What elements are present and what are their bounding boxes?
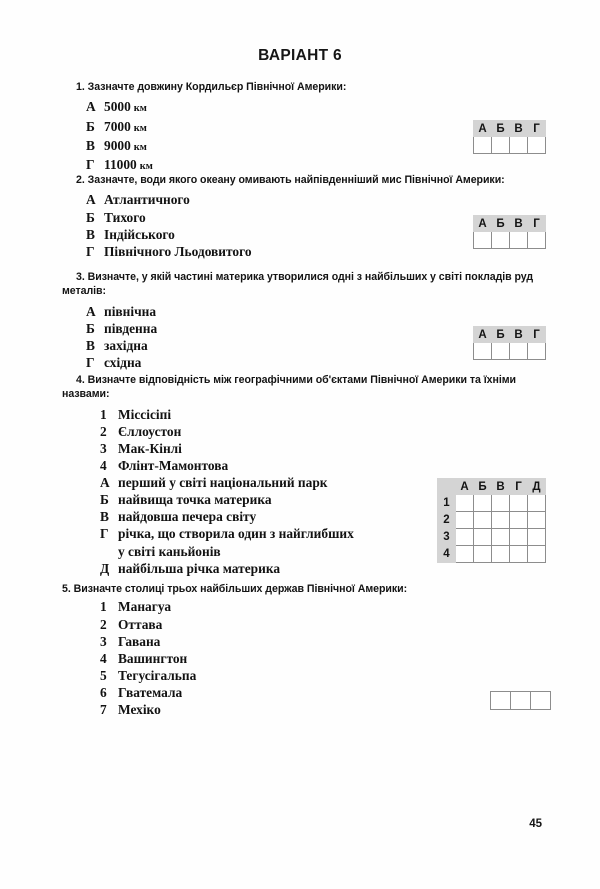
- option-marker: Б: [86, 118, 95, 134]
- numbered-item: [100, 701, 538, 718]
- matching-row-label: 4: [438, 546, 456, 563]
- option-item: [86, 137, 538, 156]
- option-item: [86, 209, 538, 226]
- question-1-number: 1.: [76, 81, 85, 93]
- matching-cell[interactable]: [456, 546, 474, 563]
- matching-header-cell: Д: [528, 479, 546, 495]
- option-item: [86, 303, 538, 320]
- question-4-number: 4.: [76, 374, 85, 386]
- question-2-options: [62, 191, 538, 259]
- question-5-number: 5.: [62, 583, 71, 595]
- matching-cell[interactable]: [474, 495, 492, 512]
- matching-row-label: 1: [438, 495, 456, 512]
- item-text: Манагуа: [118, 599, 172, 615]
- matching-cell[interactable]: [528, 495, 546, 512]
- option-marker: Б: [86, 209, 95, 225]
- answer-cell[interactable]: [531, 692, 551, 710]
- item-text: річка, що створила один з найглибших: [118, 526, 354, 542]
- item-text: найбільша річка материка: [118, 560, 281, 576]
- item-marker: В: [100, 509, 109, 525]
- option-item: [86, 118, 538, 137]
- option-item: [86, 98, 538, 117]
- matching-cell[interactable]: [492, 512, 510, 529]
- matching-cell[interactable]: [510, 495, 528, 512]
- option-marker: В: [86, 137, 95, 153]
- answer-header-cell: В: [510, 327, 528, 343]
- item-marker: 5: [100, 667, 107, 683]
- answer-header-cell: Б: [492, 216, 510, 232]
- item-text: Міссісіпі: [118, 406, 172, 422]
- matching-cell[interactable]: [474, 529, 492, 546]
- question-3-number: 3.: [76, 271, 85, 283]
- matching-header-cell: Г: [510, 479, 528, 495]
- answer-header-cell: В: [510, 216, 528, 232]
- option-text: 9000: [104, 137, 131, 153]
- option-item: [86, 354, 538, 371]
- answer-grid-question-4[interactable]: [437, 478, 546, 563]
- matching-cell[interactable]: [474, 512, 492, 529]
- option-text: Тихого: [104, 209, 146, 225]
- numbered-item: [100, 616, 538, 633]
- question-1-options: [62, 98, 538, 174]
- answer-header-cell: А: [474, 121, 492, 137]
- matching-grid-header-row: [438, 479, 546, 495]
- item-marker: 2: [100, 423, 107, 439]
- option-marker: А: [86, 192, 96, 208]
- matching-header-cell: В: [492, 479, 510, 495]
- matching-header-cell: А: [456, 479, 474, 495]
- item-marker: Д: [100, 560, 110, 576]
- numbered-item: [100, 633, 538, 650]
- option-marker: А: [86, 303, 96, 319]
- question-5-numbered-items: [62, 598, 538, 718]
- answer-grid-question-5[interactable]: [490, 691, 551, 710]
- answer-grid-question-2[interactable]: [473, 215, 546, 249]
- option-item: [86, 156, 538, 175]
- numbered-item: [100, 667, 538, 684]
- matching-header-cell: Б: [474, 479, 492, 495]
- item-marker: 4: [100, 650, 107, 666]
- matching-cell[interactable]: [528, 529, 546, 546]
- matching-grid-row: [438, 512, 546, 529]
- option-item: [86, 243, 538, 260]
- answer-cell[interactable]: [510, 232, 528, 249]
- matching-cell[interactable]: [456, 495, 474, 512]
- item-text: Вашингтон: [118, 650, 188, 666]
- question-5-text: Визначте столиці трьох найбільших держав Північної Америки:: [73, 583, 408, 595]
- numbered-item: [100, 684, 538, 701]
- matching-cell[interactable]: [510, 512, 528, 529]
- option-marker: Б: [86, 320, 95, 336]
- option-item: [86, 337, 538, 354]
- matching-row-label: 3: [438, 529, 456, 546]
- answer-grid-header-row: [474, 327, 546, 343]
- option-text: східна: [104, 355, 142, 371]
- answer-cell[interactable]: [528, 137, 546, 154]
- matching-grid-row: [438, 546, 546, 563]
- item-text-continuation: у світі каньйонів: [118, 543, 221, 559]
- answer-cell[interactable]: [511, 692, 531, 710]
- option-marker: В: [86, 338, 95, 353]
- answer-grid-input-row: [474, 343, 546, 360]
- matching-grid-corner: [438, 479, 456, 495]
- answer-cell[interactable]: [491, 692, 511, 710]
- item-text: найдовша печера світу: [118, 509, 257, 525]
- answer-cell[interactable]: [510, 137, 528, 154]
- numbered-item: [100, 650, 538, 667]
- item-text: найвища точка материка: [118, 492, 272, 508]
- matching-cell[interactable]: [456, 529, 474, 546]
- option-unit: км: [133, 103, 147, 115]
- page-title: ВАРІАНТ 6: [258, 47, 342, 64]
- option-unit: км: [139, 160, 153, 172]
- answer-cell[interactable]: [474, 137, 492, 154]
- answer-header-cell: Б: [492, 121, 510, 137]
- item-text: Флінт-Мамонтова: [118, 458, 229, 474]
- matching-cell[interactable]: [528, 512, 546, 529]
- option-marker: Г: [86, 156, 95, 172]
- option-text: Атлантичного: [104, 192, 190, 208]
- question-2-stem: [62, 173, 538, 187]
- answer-header-cell: Г: [528, 327, 546, 343]
- answer-header-cell: А: [474, 327, 492, 343]
- question-3-stem: [62, 270, 538, 299]
- matching-cell[interactable]: [492, 495, 510, 512]
- option-text: південна: [104, 320, 158, 336]
- answer-header-cell: В: [510, 121, 528, 137]
- answer-grid-header-row: [474, 216, 546, 232]
- item-text: Гватемала: [118, 684, 183, 700]
- option-unit: км: [133, 122, 147, 134]
- item-marker: Г: [100, 526, 109, 542]
- item-marker: 6: [100, 684, 107, 700]
- answer-header-cell: Г: [528, 216, 546, 232]
- option-text: 7000: [104, 118, 131, 134]
- question-4-stem: [62, 373, 538, 402]
- numbered-item: [100, 406, 538, 423]
- numbered-item: [100, 423, 538, 440]
- option-item: [86, 191, 538, 208]
- option-marker: В: [86, 226, 95, 242]
- option-text: 5000: [104, 99, 131, 115]
- option-item: [86, 320, 538, 337]
- matching-cell[interactable]: [456, 512, 474, 529]
- matching-grid-row: [438, 529, 546, 546]
- question-1-text: Зазначте довжину Кордильєр Північної Америки:: [87, 81, 347, 93]
- answer-grid-header-row: [474, 121, 546, 137]
- answer-grid-input-row: [491, 692, 551, 710]
- item-text: Оттава: [118, 616, 163, 632]
- answer-grid-question-1[interactable]: [473, 120, 546, 154]
- numbered-item: [100, 440, 538, 457]
- item-text: Тегусігальпа: [118, 667, 197, 683]
- answer-grid-question-3[interactable]: [473, 326, 546, 360]
- option-unit: км: [133, 141, 147, 153]
- question-2-number: 2.: [76, 174, 85, 186]
- item-text: Гавана: [118, 633, 161, 649]
- answer-grid-input-row: [474, 232, 546, 249]
- answer-cell[interactable]: [474, 343, 492, 360]
- question-3-text: Визначте, у якій частині материка утворилися одні з найбільших у світі покладів руд металів:: [62, 271, 534, 298]
- item-marker: Б: [100, 492, 109, 508]
- numbered-item: [100, 457, 538, 474]
- question-4-text: Визначте відповідність між географічними об'єктами Північної Америки та їхніми назвами:: [62, 374, 516, 401]
- option-marker: Г: [86, 243, 95, 259]
- answer-header-cell: Б: [492, 327, 510, 343]
- matching-cell[interactable]: [528, 546, 546, 563]
- item-marker: 2: [100, 616, 107, 632]
- answer-cell[interactable]: [474, 232, 492, 249]
- answer-header-cell: Г: [528, 121, 546, 137]
- answer-cell[interactable]: [492, 232, 510, 249]
- item-text: Мехіко: [118, 701, 161, 717]
- option-text: Індійського: [104, 226, 175, 242]
- item-marker: 7: [100, 701, 107, 717]
- option-text: Північного Льодовитого: [104, 243, 252, 259]
- item-marker: 1: [100, 406, 107, 422]
- question-1-stem: [62, 80, 538, 94]
- question-2-text: Зазначте, води якого океану омивають найпівденніший мис Північної Америки:: [87, 174, 505, 186]
- answer-cell[interactable]: [492, 343, 510, 360]
- page-number: 45: [529, 818, 542, 830]
- option-text: північна: [104, 303, 157, 319]
- matching-cell[interactable]: [510, 546, 528, 563]
- question-4-numbered-items: [62, 406, 538, 474]
- question-5-stem: [62, 582, 538, 596]
- question-2: [62, 173, 538, 260]
- question-3: [62, 270, 538, 371]
- answer-cell[interactable]: [528, 232, 546, 249]
- option-item: [86, 226, 538, 243]
- item-marker: А: [100, 475, 110, 491]
- item-marker: 1: [100, 599, 107, 615]
- matching-cell[interactable]: [474, 546, 492, 563]
- item-marker: 3: [100, 441, 107, 456]
- item-text: Мак-Кінлі: [118, 441, 182, 456]
- item-marker: 4: [100, 458, 107, 474]
- matching-row-label: 2: [438, 512, 456, 529]
- question-3-options: [62, 303, 538, 371]
- option-marker: А: [86, 99, 96, 115]
- matching-cell[interactable]: [510, 529, 528, 546]
- item-text: Єллоустон: [118, 423, 182, 439]
- item-text: перший у світі національний парк: [118, 475, 328, 491]
- option-text: західна: [104, 338, 148, 353]
- answer-cell[interactable]: [492, 137, 510, 154]
- answer-cell[interactable]: [528, 343, 546, 360]
- option-marker: Г: [86, 355, 95, 371]
- question-1: [62, 80, 538, 175]
- matching-cell[interactable]: [492, 529, 510, 546]
- matching-grid-row: [438, 495, 546, 512]
- item-text-wrap: [118, 525, 354, 559]
- answer-grid-input-row: [474, 137, 546, 154]
- option-text: 11000: [104, 156, 137, 172]
- item-marker: 3: [100, 633, 107, 649]
- matching-cell[interactable]: [492, 546, 510, 563]
- answer-cell[interactable]: [510, 343, 528, 360]
- numbered-item: [100, 598, 538, 615]
- question-5: [62, 582, 538, 718]
- answer-header-cell: А: [474, 216, 492, 232]
